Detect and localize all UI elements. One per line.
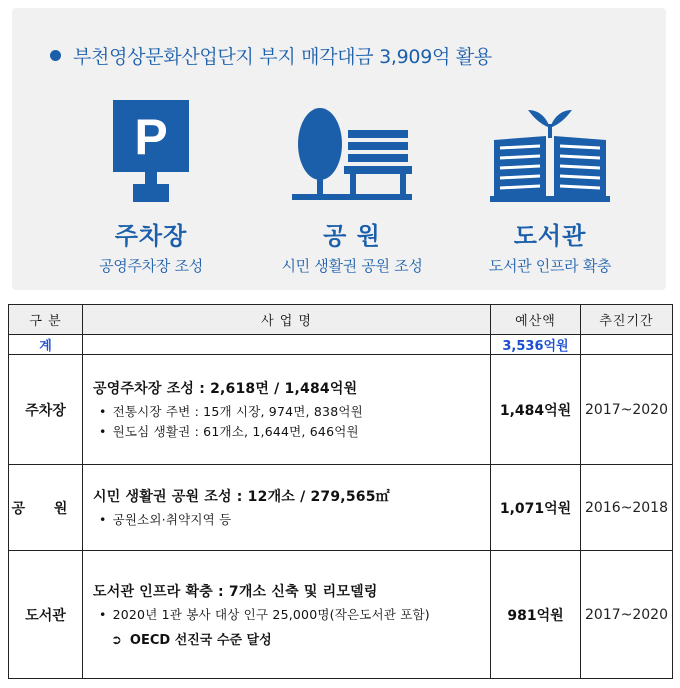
row-period: 2017~2020 xyxy=(581,355,673,465)
header-category: 구 분 xyxy=(9,305,83,335)
row-bullet: • 공원소외·취약지역 등 xyxy=(99,511,232,527)
table-header-row xyxy=(9,305,673,335)
parking-sign-letter: P xyxy=(134,109,168,165)
table-row-total xyxy=(9,335,673,355)
parking-sign-icon xyxy=(51,100,251,204)
bullet-dot-icon xyxy=(50,50,61,61)
row-result-text: OECD 선진국 수준 달성 xyxy=(129,633,272,648)
arrow-icon: ➲ xyxy=(111,633,122,648)
infographic-panel xyxy=(12,8,666,290)
facility-title-library: 도서관 xyxy=(513,222,587,250)
header-period: 추진기간 xyxy=(581,305,673,335)
row-description xyxy=(83,465,491,551)
facility-subtitle-park: 시민 생활권 공원 조성 xyxy=(281,257,423,275)
row-main-text: 시민 생활권 공원 조성 : 12개소 / 279,565㎡ xyxy=(93,488,390,505)
row-category: 공 원 xyxy=(9,465,83,551)
row-bullet-text: 2020년 1관 봉사 대상 인구 25,000명(작은도서관 포함) xyxy=(112,607,430,622)
row-budget: 981억원 xyxy=(491,551,581,679)
total-budget: 3,536억원 xyxy=(491,335,581,355)
row-budget: 1,071억원 xyxy=(491,465,581,551)
facility-subtitle-parking: 공영주차장 조성 xyxy=(99,257,203,275)
headline-text: 부천영상문화산업단지 부지 매각대금 3,909억 활용 xyxy=(73,46,492,68)
row-category: 도서관 xyxy=(9,551,83,679)
header-budget: 예산액 xyxy=(491,305,581,335)
facility-subtitle-library: 도서관 인프라 확충 xyxy=(488,257,612,275)
headline xyxy=(50,42,492,69)
row-bullet-text: 전통시장 주변 : 15개 시장, 974면, 838억원 xyxy=(112,403,363,419)
header-project: 사 업 명 xyxy=(83,305,491,335)
table-row xyxy=(9,465,673,551)
total-project-cell xyxy=(83,335,491,355)
facility-park xyxy=(252,100,452,276)
total-label: 계 xyxy=(9,335,83,355)
row-result xyxy=(93,629,484,648)
row-category: 주차장 xyxy=(9,355,83,465)
row-budget: 1,484억원 xyxy=(491,355,581,465)
table-row xyxy=(9,551,673,679)
row-bullet: • 2020년 1관 봉사 대상 인구 25,000명(작은도서관 포함) xyxy=(99,607,430,622)
facility-library xyxy=(450,100,650,276)
row-description xyxy=(83,551,491,679)
table-row xyxy=(9,355,673,465)
row-bullet: • 전통시장 주변 : 15개 시장, 974면, 838억원 xyxy=(99,403,363,419)
facility-parking xyxy=(51,100,251,276)
open-book-sprout-icon xyxy=(450,100,650,204)
row-bullet-text: 원도심 생활권 : 61개소, 1,644면, 646억원 xyxy=(112,423,359,439)
total-period-cell xyxy=(581,335,673,355)
row-description xyxy=(83,355,491,465)
row-main-text: 도서관 인프라 확충 : 7개소 신축 및 리모델링 xyxy=(93,584,378,600)
row-bullet: • 원도심 생활권 : 61개소, 1,644면, 646억원 xyxy=(99,423,359,439)
budget-table xyxy=(8,304,673,679)
row-period: 2017~2020 xyxy=(581,551,673,679)
row-main-text: 공영주차장 조성 : 2,618면 / 1,484억원 xyxy=(93,380,358,397)
facility-title-park: 공 원 xyxy=(323,222,381,250)
park-bench-tree-icon xyxy=(252,100,452,204)
row-period: 2016~2018 xyxy=(581,465,673,551)
facility-title-parking: 주차장 xyxy=(114,222,188,250)
row-bullet-text: 공원소외·취약지역 등 xyxy=(112,511,232,527)
